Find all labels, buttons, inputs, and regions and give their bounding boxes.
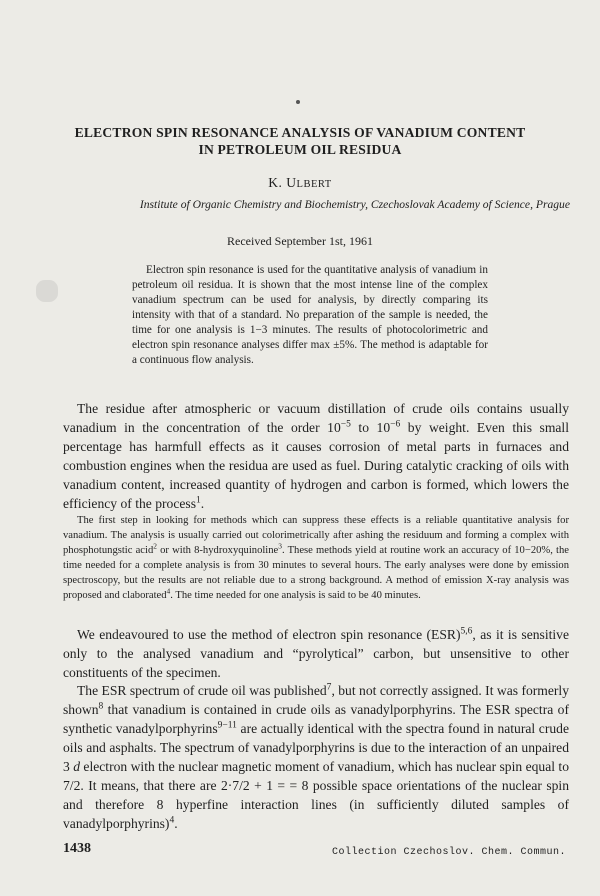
ref-4: 4 (166, 586, 171, 596)
author (0, 175, 600, 191)
p1-text-c: by weight. Even this small percentage has harmfull effects as it causes corrosion of metal parts in furnaces and combustion engines when the residua are used as fuel. During catalytic cracking of oils with vanadium content, increased quantity of hydrogen and carbon is formed, which lowers the efficiency of the process (63, 420, 569, 511)
print-dot (296, 100, 300, 104)
p4-text-b: , but not correctly assigned. It was formerly shown (63, 683, 570, 717)
p1-text-a: The residue after atmospheric or vacuum distillation of crude oils contains usually vanadium in the concentration of the order 10 (63, 401, 569, 435)
p3-text-a: We endeavoured to use the method of electron spin resonance (ESR) (77, 627, 461, 642)
page-smudge (36, 280, 58, 302)
p1-exponent-2: −6 (390, 419, 401, 430)
ref-5-6: 5,6 (460, 626, 473, 637)
paragraph-4 (63, 681, 569, 833)
p2-text-a: The first step in looking for methods which can suppress these effects is a reliable quantitative analysis for vanadium. The analysis is usually carried out colorimetrically after ashing the residuum and forming a complex with phosphotungstic acid (63, 515, 569, 557)
p4-text-e: electron with the nuclear magnetic moment of vanadium, which has nuclear spin equal to 7/2. It means, that there are 2·7/2 + 1 = = 8 possible space orientations of the nuclear spin and therefore 8 hyperfine interaction lines (in sufficiently diluted samples of vanadylporphyrins) (63, 759, 569, 831)
ref-1: 1 (195, 495, 201, 506)
author-initial: K. U (268, 175, 297, 190)
p4-text-c: that vanadium is contained in crude oils as vanadylporphyrins. The ESR spectra of synthetic vanadylporphyrins (63, 702, 569, 736)
paragraph-3 (63, 625, 569, 682)
p1-text-b: to 10 (350, 420, 391, 435)
ref-9-11: 9−11 (217, 720, 237, 731)
ref-4b: 4 (169, 815, 175, 826)
journal-name: Collection Czechoslov. Chem. Commun. (331, 847, 566, 858)
p4-text-d: are actually identical with the spectra found in natural crude oils and asphalts. The spectrum of vanadylporphyrins is due to the interaction of an unpaired 3 (63, 721, 569, 774)
ref-7: 7 (326, 682, 332, 693)
author-surname: LBERT (296, 179, 332, 190)
p2-text-d: . The time needed for one analysis is said to be 40 minutes. (170, 590, 421, 602)
p1-exponent-1: −5 (340, 419, 351, 430)
article-title (60, 124, 540, 158)
received-date: Received September 1st, 1961 (227, 234, 373, 248)
paragraph-1 (63, 399, 569, 513)
ref-3: 3 (278, 541, 282, 551)
p4-text-f: . (174, 816, 178, 831)
ref-2: 2 (153, 541, 157, 551)
ref-8: 8 (98, 701, 104, 712)
p3-text-b: , as it is sensitive only to the analysed vanadium and “pyrolytical” carbon, but unsensitive to other constituents of the specimen. (63, 627, 569, 680)
title-line-2: IN PETROLEUM OIL RESIDUA (198, 142, 402, 157)
paragraph-2 (63, 513, 569, 604)
p1-text-d: . (200, 496, 205, 511)
abstract: Electron spin resonance is used for the quantitative analysis of vanadium in petroleum oil residua. It is shown that the most intense line of the complex vanadium spectrum can be used for analysis, by directly comparing its intensity with that of a standard. No preparation of the sample is needed, the time for one analysis is 1−3 minutes. The results of photocolorimetric and electron spin resonance analyses differ max ±5%. The method is adaptable for a continuous flow analysis. (132, 264, 488, 366)
p4-text-a: The ESR spectrum of crude oil was published (77, 683, 327, 698)
p2-text-c: . These methods yield at routine work an accuracy of 10−20%, the time needed for a complete analysis is from 30 minutes to several hours. The early analyses were done by emission spectroscopy, but the results are not reliable due to a strong background. A method of emission X-ray analysis was proposed and claborated (63, 545, 569, 602)
page-number: 1438 (63, 841, 91, 856)
p4-italic-d: d (73, 759, 81, 774)
title-line-1: ELECTRON SPIN RESONANCE ANALYSIS OF VANADIUM CONTENT (74, 125, 526, 140)
affiliation: Institute of Organic Chemistry and Biochemistry, Czechoslovak Academy of Science, Prague (139, 198, 570, 211)
p2-text-b: or with 8-hydroxyquinoline (156, 545, 279, 557)
